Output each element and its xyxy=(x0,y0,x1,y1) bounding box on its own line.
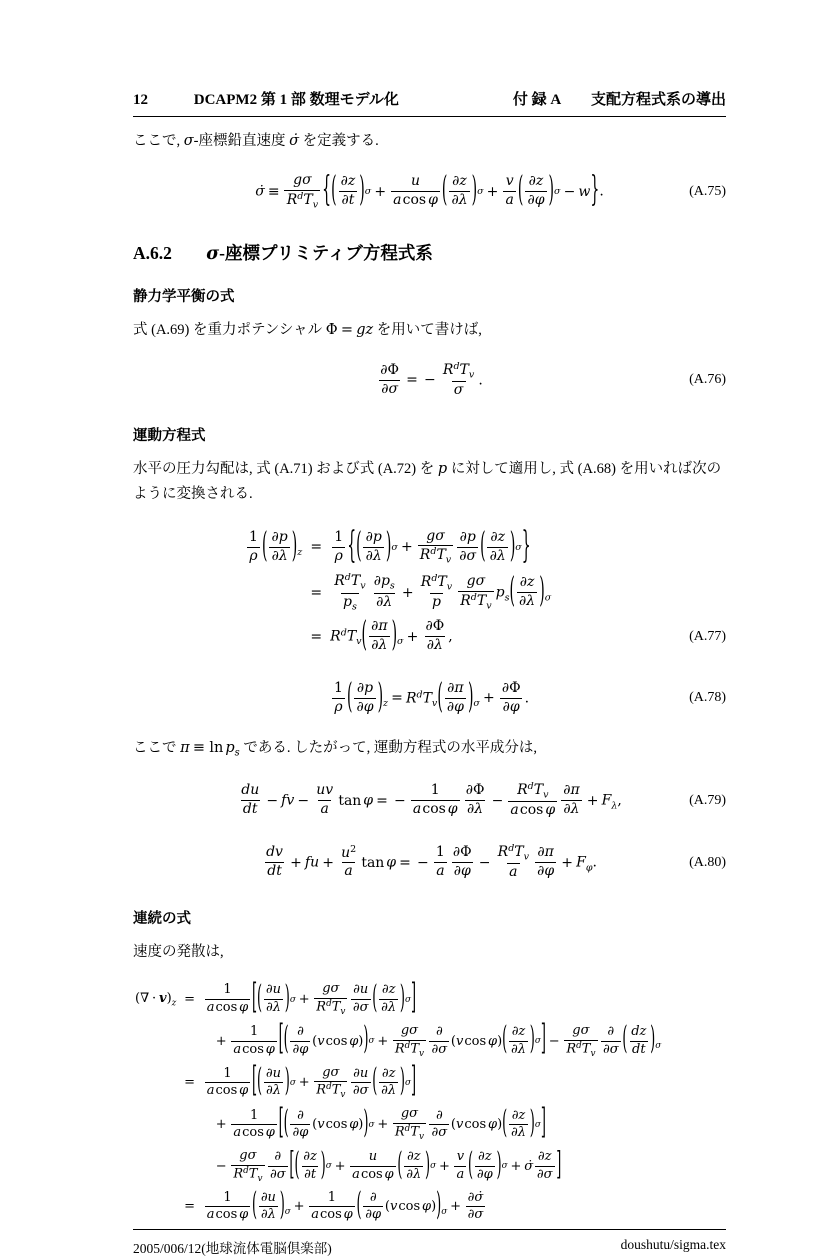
subsection-continuity-heading: 連続の式 xyxy=(133,910,191,927)
section-number: A.6.2 xyxy=(133,242,172,263)
continuity-paragraph: 速度の発散は, xyxy=(133,943,224,960)
subsection-motion-heading: 運動方程式 xyxy=(133,428,206,445)
footer-date: 2005/006/12(地球流体電脳倶楽部) xyxy=(133,1240,332,1256)
footer-filename: doushutu/sigma.tex xyxy=(620,1236,726,1252)
page-header xyxy=(133,88,726,117)
hydrostatic-paragraph: 式 (A.69) を重力ポテンシャル Φ = gz を用いて書けば, xyxy=(133,321,482,338)
equation-a75: σ̇ ≡ gσ $R^dT_v$ { ( ∂z ∂t ) σ + $\frac{u}{\text{acos φ}}$ ( ∂z ∂λ ) σ + $\frac{v}{a}$ ( ∂z ∂φ ) σ − w } . (A.75) xyxy=(255,171,726,211)
page-footer xyxy=(133,1229,726,1257)
header-appendix-label: 付 録 A xyxy=(512,92,562,108)
motion-paragraph: 水平の圧力勾配は, 式 (A.71) および式 (A.72) を p に対して適用し, 式 (A.68) を用いれば次のように変換される. xyxy=(133,461,722,502)
equation-a79: $\frac{du}{dt}$ − fv − $\frac{uv}{a}$ tan φ = − $\frac{1}{\text{acos φ}}$ $\frac{\partial\Phi}{\partial\lambda}$ − $R^dT_v$ acos φ $\frac{\partial\pi}{\partial\lambda}$ + $F_\lambda$, (A.79) xyxy=(241,780,726,819)
equation-a80: $\frac{dv}{dt}$ + fu + $\frac{u^2}{a}$ tan φ = − $\frac{1}{a}$ $\frac{\partial\Phi}{\partial\varphi}$ − $R^dT_v$ a $\frac{\partial\pi}{\partial\varphi}$ + $F_\varphi$. (A.80) xyxy=(266,842,726,881)
page-body xyxy=(133,117,726,1229)
motion-paragraph-2: ここで $\pi \equiv \ln p_s$ である. したがって, 運動方程式の水平成分は, xyxy=(133,740,537,759)
header-left-title: DCAPM2 第 1 部 数理モデル化 xyxy=(193,92,399,108)
subsection-hydrostatic-heading: 静力学平衡の式 xyxy=(133,288,235,305)
section-title: σ-座標プリミティブ方程式系 xyxy=(206,242,433,264)
page-number: 12 xyxy=(133,92,148,108)
intro-paragraph: ここで, σ-座標鉛直速度 σ̇ を定義する. xyxy=(133,133,379,149)
header-left xyxy=(133,88,399,109)
header-right xyxy=(513,88,726,109)
header-right-title: 支配方程式系の導出 xyxy=(590,92,726,108)
equation-a76: $\frac{\partial\Phi}{\partial\sigma}$ = − $R^dT_v$ σ . (A.76) xyxy=(380,360,726,399)
equation-a78: $\frac{1}{\rho}$ ( ∂p ∂φ ) $_z = R^dT_v$ ( ∂π ∂φ ) $_\sigma$ + $\frac{\partial\Phi}{\partial\varphi}$ . (A.78) xyxy=(333,677,726,718)
section-heading xyxy=(133,240,726,265)
equation-a77: $\frac{1}{\rho}$ ( ∂p ∂λ ) $_z$ = $\frac{1}{\rho}$ { ( ∂p ∂λ ) σ + gσ $R^dT_v$ ∂p ∂σ ( ∂z ∂λ ) σ } = $R^dT_v$ $p_s$ $\frac{\partial p_s}{\partial\lambda}$ + $R^dT_v$ p gσ $R^dT_v$ $p_s$ ( ∂z ∂λ ) $_\sigma$ = $R^dT_v$ ( ∂π ∂λ ) $_\sigma$ + $\frac{\partial\Phi}{\partial\lambda}$ , (A.77) xyxy=(249,525,726,656)
equation-divergence: (∇ · $v)_z$ = $\frac{1}{\text{acos φ}}$ [ ( ∂u ∂λ ) σ + gσ $R^dT_v$ ∂u ∂σ ( ∂z ∂λ ) σ ] + $\frac{1}{\text{acos φ}}$ [ ( ∂ ∂φ ( v cos φ ) ) σ + gσ $R^dT_v$ ∂ ∂σ ( v cos φ ) ( ∂z ∂λ ) σ ] − gσ $R^dT_v$ ∂ ∂σ ( dz dt ) $_\sigma$ = $\frac{1}{\text{acos φ}}$ [ ( ∂u ∂λ ) σ + gσ $R^dT_v$ ∂u ∂σ ( ∂z ∂λ ) σ ] + $\frac{1}{\text{acos φ}}$ [ ( ∂ ∂φ ( v cos φ ) ) σ + gσ $R^dT_v$ ∂ ∂σ ( v cos φ ) ( ∂z ∂λ ) σ ] − gσ $R^dT_v$ ∂ ∂σ [ ( ∂z ∂t ) σ + $\frac{u}{\text{acos φ}}$ ( ∂z ∂λ ) σ + $\frac{v}{a}$ ( ∂z ∂φ ) σ + σ̇ ∂z ∂σ ] = $\frac{1}{\text{acos φ}}$ ( ∂u ∂λ ) $_\sigma$ + $\frac{1}{\text{acos φ}}$ ( ∂ ∂φ ( v cos φ ) ) $_\sigma$ + $\frac{\partial\sigmȧ}{\partial\sigma}$ xyxy=(135,978,662,1225)
